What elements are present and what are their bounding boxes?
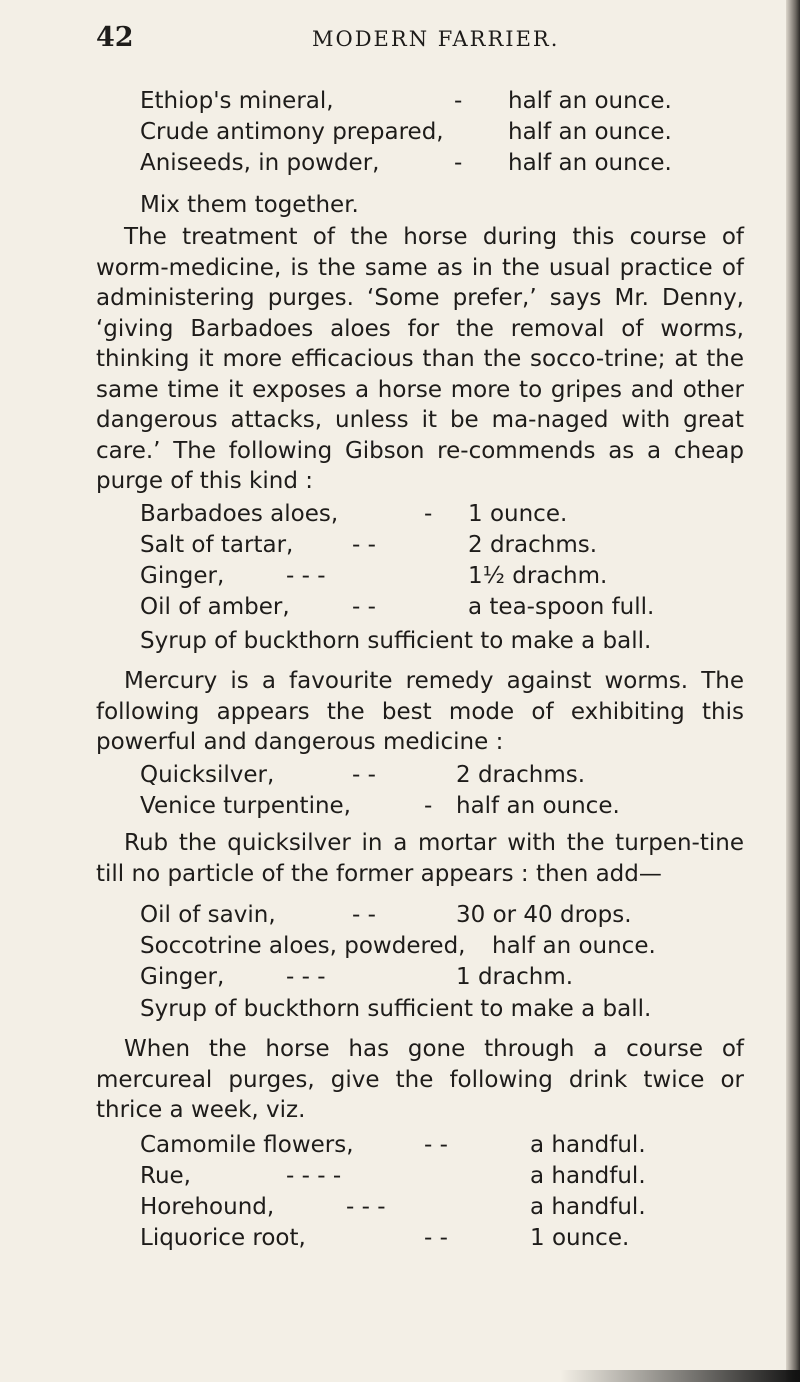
paragraph-text: The treatment of the horse during this course of worm-medicine, is the same as in the usual practice of administering purges. ‘Some prefer,’ says Mr. Denny, ‘giving Barbadoes aloes for the removal of worms, thinking it more efficacious than the socco-trine; at the same time it exposes a horse more to gripes and other dangerous attacks, unless it be ma-naged with great care.’ The following Gibson re-commends as a cheap purge of this kind : (96, 224, 744, 494)
ingredient-quantity: 30 or 40 drops. (456, 902, 632, 928)
recipe-final-line: Syrup of buckthorn sufficient to make a ball. (140, 996, 652, 1022)
paragraph-rub (96, 828, 744, 889)
ingredient-name: Horehound, (140, 1194, 275, 1220)
ingredient-row (140, 117, 740, 148)
paragraph-mercureal (96, 1034, 744, 1126)
ingredient-quantity: a handful. (530, 1132, 646, 1158)
ingredient-row (140, 499, 740, 530)
recipe-ingredients-1 (140, 86, 740, 179)
ingredient-row (140, 791, 740, 822)
ingredient-name: Venice turpentine, (140, 793, 351, 819)
page-edge-shadow (786, 0, 800, 1382)
ingredient-row (140, 1161, 740, 1192)
ingredient-row (140, 592, 740, 623)
paragraph-text: Rub the quicksilver in a mortar with the turpen-tine till no particle of the former appears : then add— (96, 830, 744, 887)
ingredient-row (140, 1223, 740, 1254)
ingredient-quantity: half an ounce. (456, 793, 620, 819)
page-header (96, 22, 776, 62)
ingredient-quantity: 1½ drachm. (468, 563, 608, 589)
ingredient-name: Aniseeds, in powder, (140, 150, 380, 176)
ingredient-quantity: 2 drachms. (456, 762, 586, 788)
ingredient-name: Camomile flowers, (140, 1132, 354, 1158)
ingredient-dashes: - - - (286, 964, 326, 990)
ingredient-name: Barbadoes aloes, (140, 501, 339, 527)
ingredient-quantity: 1 ounce. (468, 501, 568, 527)
ingredient-dashes: - - (424, 1132, 448, 1158)
mix-instruction: Mix them together. (140, 192, 359, 218)
ingredient-name: Oil of amber, (140, 594, 290, 620)
ingredient-quantity: half an ounce. (508, 88, 672, 114)
recipe-ingredients-3 (140, 760, 740, 822)
page-number: 42 (96, 22, 134, 53)
ingredient-name: Liquorice root, (140, 1225, 306, 1251)
recipe-ingredients-2 (140, 499, 740, 623)
ingredient-row (140, 760, 740, 791)
recipe-ingredients-4 (140, 900, 740, 993)
recipe-ingredients-5 (140, 1130, 740, 1254)
ingredient-quantity: half an ounce. (508, 119, 672, 145)
ingredient-row (140, 962, 740, 993)
ingredient-name: Ginger, (140, 563, 225, 589)
ingredient-row (140, 931, 740, 962)
ingredient-quantity: a handful. (530, 1194, 646, 1220)
ingredient-name: Oil of savin, (140, 902, 276, 928)
ingredient-name: Rue, (140, 1163, 191, 1189)
ingredient-name: Salt of tartar, (140, 532, 294, 558)
ingredient-name: Soccotrine aloes, powdered, (140, 933, 466, 959)
ingredient-name: Quicksilver, (140, 762, 275, 788)
recipe-final-line: Syrup of buckthorn sufficient to make a ball. (140, 628, 652, 654)
ingredient-name: Ethiop's mineral, (140, 88, 334, 114)
ingredient-row (140, 530, 740, 561)
ingredient-dashes: - - - (286, 563, 326, 589)
ingredient-row (140, 900, 740, 931)
ingredient-dashes: - - - (346, 1194, 386, 1220)
ingredient-name: Crude antimony prepared, (140, 119, 444, 145)
ingredient-quantity: 2 drachms. (468, 532, 598, 558)
ingredient-dashes: - - (352, 902, 376, 928)
ingredient-row (140, 148, 740, 179)
ingredient-dashes: - - (352, 532, 376, 558)
paragraph-text: Mercury is a favourite remedy against worms. The following appears the best mode of exhibiting this powerful and dangerous medicine : (96, 668, 744, 755)
ingredient-dashes: - (454, 150, 463, 176)
ingredient-row (140, 86, 740, 117)
page-bottom-shadow (560, 1370, 800, 1382)
ingredient-row (140, 1192, 740, 1223)
paragraph-text: When the horse has gone through a course of mercureal purges, give the following drink twice or thrice a week, viz. (96, 1036, 744, 1123)
ingredient-dashes: - - - - (286, 1163, 342, 1189)
paragraph-treatment (96, 222, 744, 497)
ingredient-row (140, 1130, 740, 1161)
ingredient-quantity: half an ounce. (508, 150, 672, 176)
ingredient-dashes: - (424, 501, 433, 527)
ingredient-dashes: - - (352, 594, 376, 620)
ingredient-name: Ginger, (140, 964, 225, 990)
ingredient-dashes: - - (352, 762, 376, 788)
ingredient-dashes: - (454, 88, 463, 114)
ingredient-quantity: 1 ounce. (530, 1225, 630, 1251)
ingredient-row (140, 561, 740, 592)
running-head: MODERN FARRIER. (312, 27, 560, 51)
ingredient-dashes: - - (424, 1225, 448, 1251)
ingredient-quantity: a tea-spoon full. (468, 594, 655, 620)
ingredient-dashes: - (424, 793, 433, 819)
ingredient-quantity: half an ounce. (492, 933, 656, 959)
paragraph-mercury (96, 666, 744, 758)
ingredient-quantity: a handful. (530, 1163, 646, 1189)
ingredient-quantity: 1 drachm. (456, 964, 574, 990)
